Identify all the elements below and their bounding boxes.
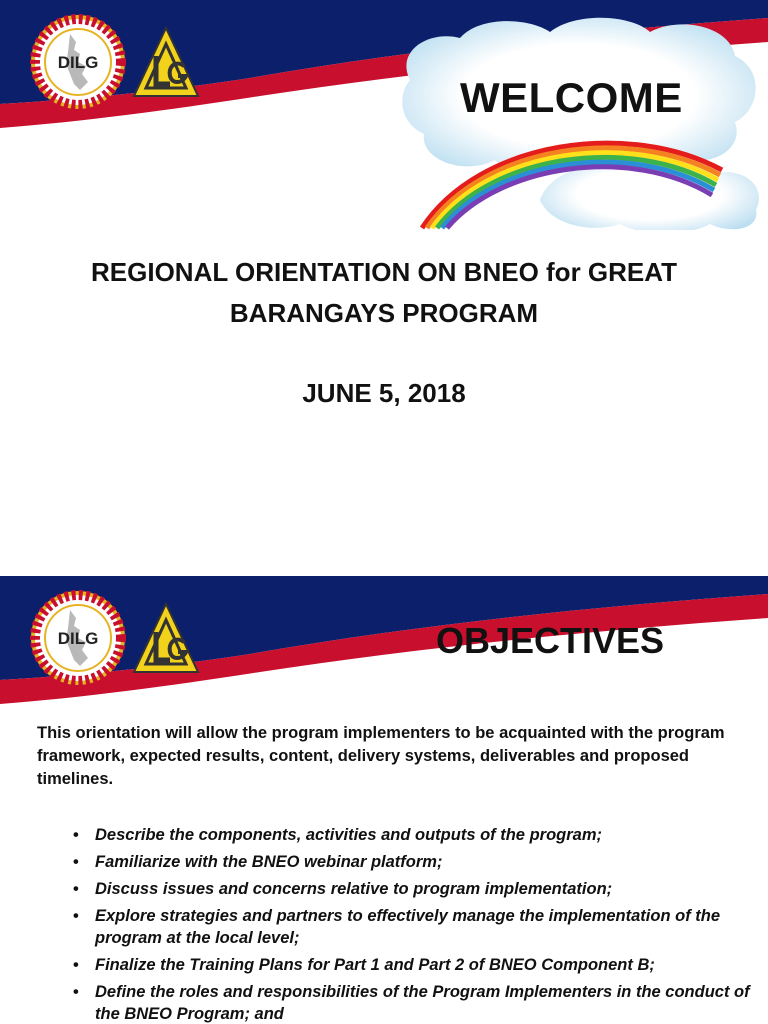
list-item: • Explore strategies and partners to effectively manage the implementation of the program at the local level; bbox=[70, 905, 750, 949]
objectives-list bbox=[70, 824, 750, 1024]
list-item: • Discuss issues and concerns relative to program implementation; bbox=[70, 878, 750, 900]
lgu-logo-icon bbox=[132, 26, 200, 98]
orientation-title: REGIONAL ORIENTATION ON BNEO for GREAT BARANGAYS PROGRAM bbox=[91, 257, 677, 328]
list-item: • Finalize the Training Plans for Part 1 and Part 2 of BNEO Component B; bbox=[70, 954, 750, 976]
svg-text:DILG: DILG bbox=[57, 53, 99, 72]
slide-separator bbox=[0, 540, 768, 576]
list-item: • Familiarize with the BNEO webinar platform; bbox=[70, 851, 750, 873]
dilg-seal-icon bbox=[30, 14, 126, 110]
objectives-slide bbox=[0, 576, 768, 1024]
dilg-seal-icon bbox=[30, 590, 126, 686]
lgu-logo-icon bbox=[132, 602, 200, 674]
intro-paragraph: This orientation will allow the program implementers to be acquainted with the program framework, expected results, content, delivery systems, deliverables and proposed timelines. bbox=[37, 724, 725, 788]
list-item: • Describe the components, activities and outputs of the program; bbox=[70, 824, 750, 846]
welcome-heading: WELCOME bbox=[460, 74, 683, 121]
orientation-date: JUNE 5, 2018 bbox=[302, 378, 466, 408]
svg-text:DILG: DILG bbox=[57, 629, 99, 648]
objectives-heading: OBJECTIVES bbox=[435, 620, 665, 661]
list-item: • Define the roles and responsibilities of the Program Implementers in the conduct of the BNEO Program; and bbox=[70, 981, 750, 1024]
